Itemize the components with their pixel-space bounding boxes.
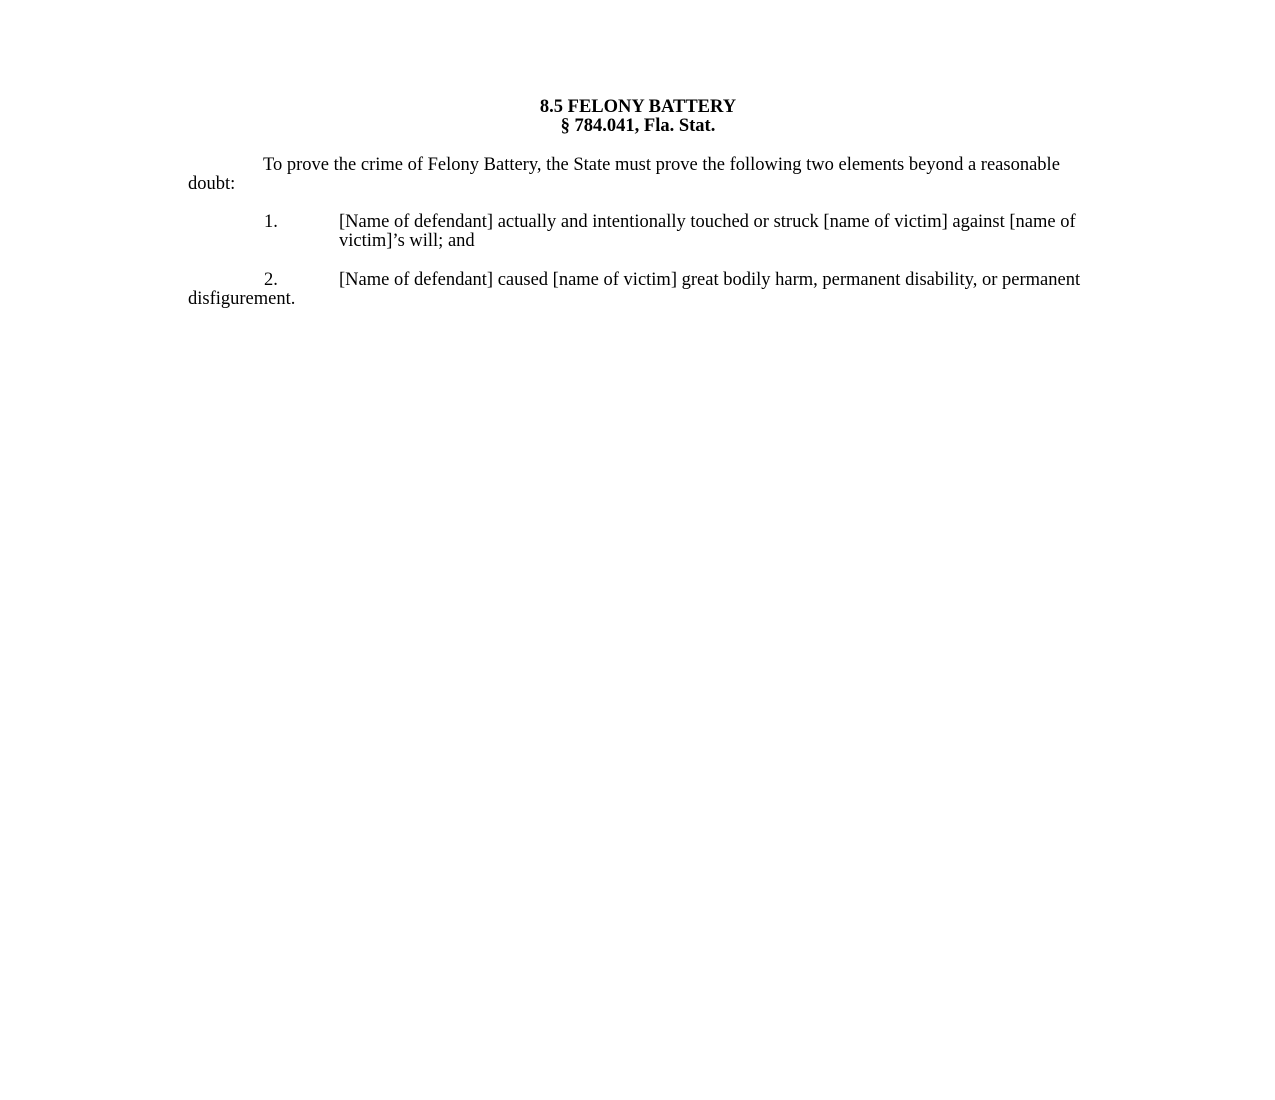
title-block: [188, 98, 1088, 136]
element-text: [Name of defendant] actually and intentionally touched or struck [name of victim] against [name of victim]’s will; and: [339, 212, 1076, 251]
element-text: [Name of defendant] caused [name of victim] great bodily harm, permanent disability, or permanent disfigurement.: [188, 270, 1081, 309]
element-number: 2.: [264, 270, 278, 290]
document-title: 8.5 FELONY BATTERY: [539, 97, 737, 117]
statute-citation: § 784.041, Fla. Stat.: [560, 116, 716, 136]
intro-paragraph: To prove the crime of Felony Battery, the State must prove the following two elements beyond a reasonable doubt:: [188, 155, 1060, 194]
document-page: [188, 98, 1088, 309]
element-item-2: [188, 271, 1088, 309]
element-number: 1.: [264, 212, 278, 232]
element-item-1: [188, 213, 1088, 251]
